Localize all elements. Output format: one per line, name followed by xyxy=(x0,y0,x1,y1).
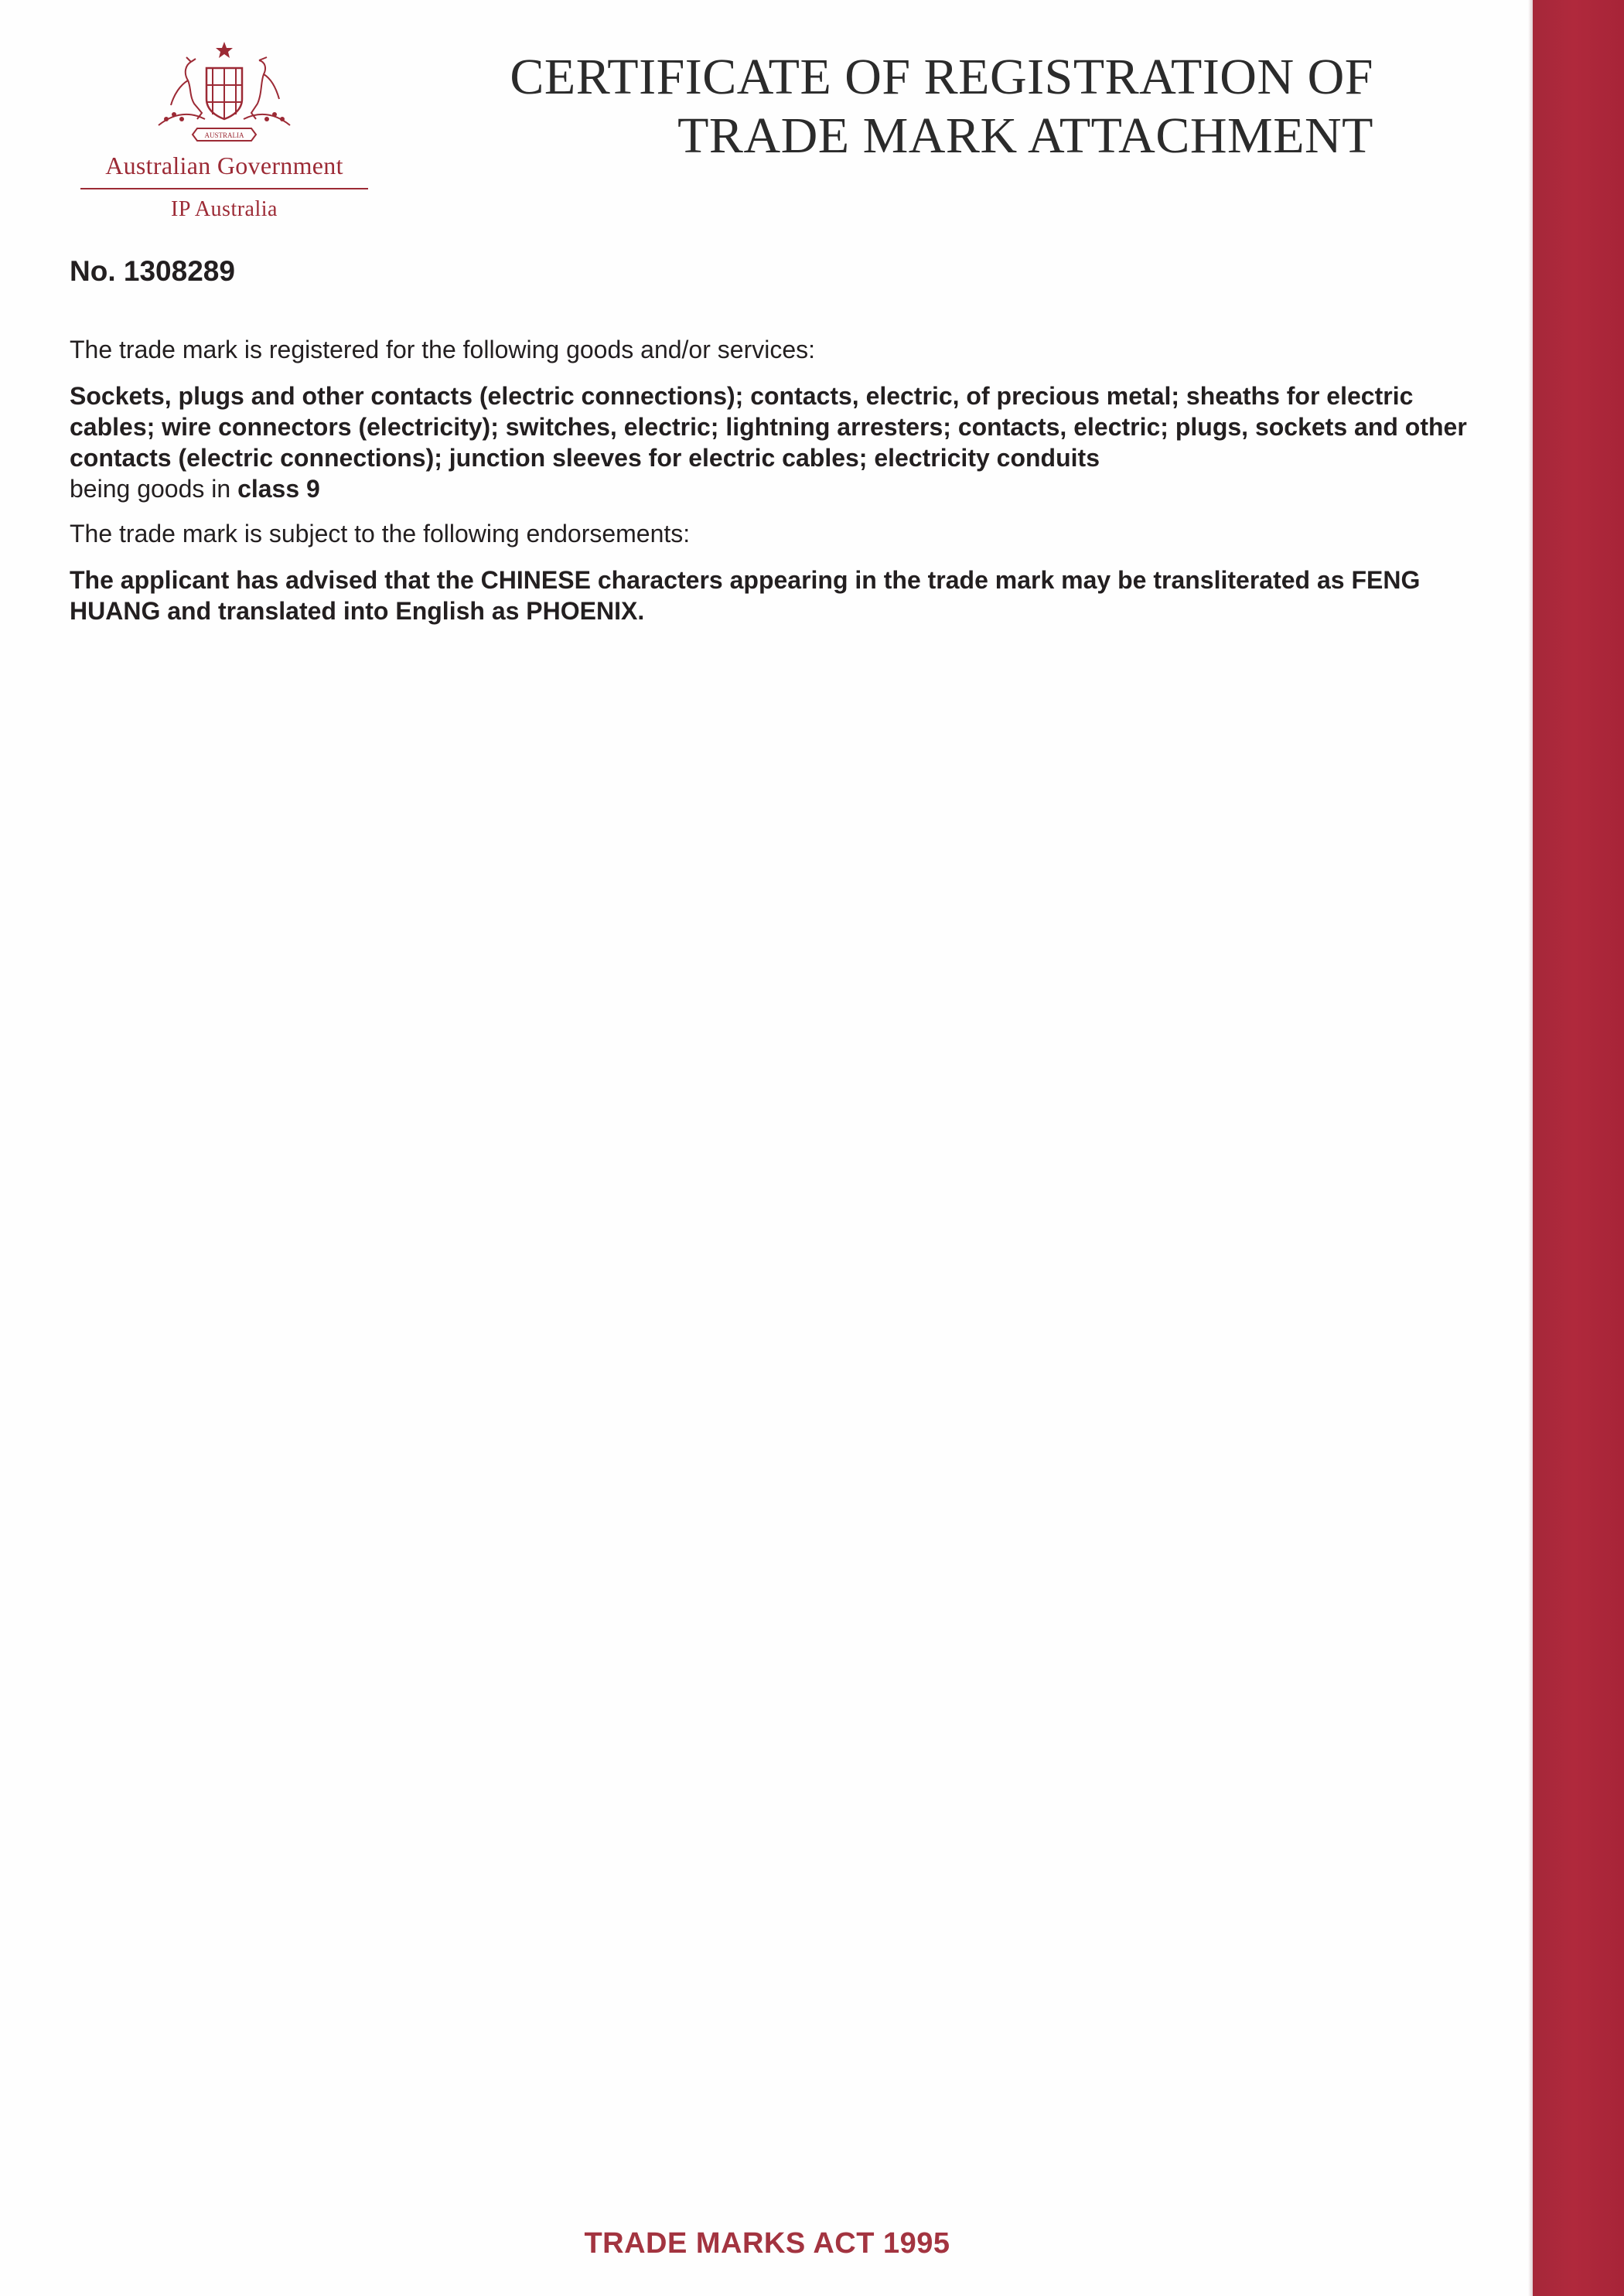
endorsements-intro: The trade mark is subject to the following endorsements: xyxy=(70,520,691,548)
goods-class-prefix: being goods in xyxy=(70,475,238,503)
goods-list-text: Sockets, plugs and other contacts (electric connections); contacts, electric, of precious metal; sheaths for electric cables; wire connectors (electricity); switches, electric; lightning arresters; contacts, electric; plugs, sockets and other contacts (electric connections); junction sleeves for electric cables; electricity conduits xyxy=(70,382,1467,472)
government-branding xyxy=(77,39,371,222)
registration-number: No. 1308289 xyxy=(70,255,235,287)
goods-list xyxy=(70,380,1493,504)
agency-name: IP Australia xyxy=(171,197,278,221)
title-line-1: CERTIFICATE OF REGISTRATION OF xyxy=(510,49,1373,105)
coat-of-arms-icon xyxy=(143,39,305,147)
branding-divider xyxy=(80,188,368,189)
act-footer: TRADE MARKS ACT 1995 xyxy=(584,2227,950,2260)
government-name: Australian Government xyxy=(105,152,343,179)
goods-class: class 9 xyxy=(237,475,320,503)
crest-scroll-label: AUSTRALIA xyxy=(204,131,244,139)
goods-intro: The trade mark is registered for the following goods and/or services: xyxy=(70,336,816,363)
red-side-band xyxy=(1533,0,1624,2296)
certificate-body xyxy=(70,334,1493,626)
endorsement-text: The applicant has advised that the CHINESE characters appearing in the trade mark may be transliterated as FENG HUANG and translated into English as PHOENIX. xyxy=(70,566,1421,625)
title-line-2: TRADE MARK ATTACHMENT xyxy=(677,107,1373,164)
page-title xyxy=(510,48,1373,165)
